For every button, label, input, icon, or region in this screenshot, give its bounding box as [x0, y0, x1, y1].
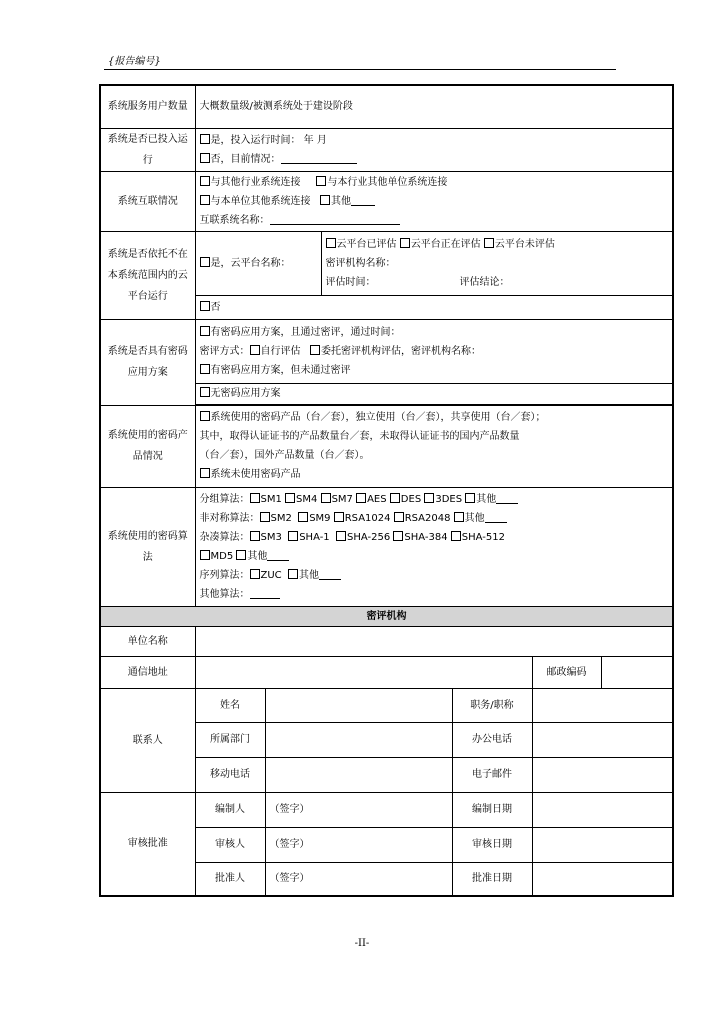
alg-sm1: SM1 — [260, 493, 282, 505]
cloud-conclusion-label: 评估结论： — [459, 276, 510, 288]
unit-name-label: 单位名称 — [100, 626, 195, 656]
checkbox-other-industry[interactable] — [200, 176, 210, 186]
unit-name-field[interactable] — [195, 626, 673, 656]
checkbox-rsa1024[interactable] — [334, 512, 344, 522]
approval-label: 审核批准 — [100, 792, 195, 896]
reviewer-label: 审核人 — [195, 827, 265, 862]
checkbox-sm2[interactable] — [260, 512, 270, 522]
alg-seq-other: 其他 — [299, 569, 320, 581]
block-other-field[interactable] — [496, 503, 518, 504]
alg-sha384: SHA-384 — [404, 531, 448, 543]
cloud-assessing-text: 云平台正在评估 — [410, 238, 481, 250]
in-operation-label: 系统是否已投入运行 — [100, 128, 195, 171]
seq-other-field[interactable] — [319, 579, 341, 580]
checkbox-cloud-assessing[interactable] — [400, 238, 410, 248]
author-date-label: 编制日期 — [452, 792, 532, 827]
checkbox-sm4[interactable] — [285, 493, 295, 503]
algorithms-label: 系统使用的密码算法 — [100, 487, 195, 606]
checkbox-sm3[interactable] — [250, 531, 260, 541]
report-number-header: {报告编号} — [108, 56, 161, 67]
no-products-text: 系统未使用密码产品 — [210, 469, 301, 480]
alg-md5: MD5 — [210, 550, 234, 562]
postcode-field[interactable] — [601, 656, 673, 688]
service-users-value: 大概数量级/被测系统处于建设阶段 — [195, 85, 673, 128]
checkbox-same-industry[interactable] — [316, 176, 326, 186]
checkbox-cloud-yes[interactable] — [200, 257, 210, 267]
alg-rsa1024: RSA1024 — [344, 512, 391, 524]
operation-status-field[interactable] — [281, 163, 357, 164]
alg-rsa2048: RSA2048 — [404, 512, 451, 524]
checkbox-block-other[interactable] — [465, 493, 475, 503]
alg-hash-other: 其他 — [247, 550, 268, 562]
crypto-products-label: 系统使用的密码产品情况 — [100, 405, 195, 487]
checkbox-md5[interactable] — [200, 550, 210, 560]
operation-no-text: 否，目前情况： — [210, 153, 281, 165]
algorithms-cell — [195, 487, 673, 606]
checkbox-sha512[interactable] — [451, 531, 461, 541]
contact-label: 联系人 — [100, 688, 195, 792]
checkbox-interconnect-other[interactable] — [320, 195, 330, 205]
checkbox-3des[interactable] — [424, 493, 434, 503]
checkbox-entrust-assess[interactable] — [310, 345, 320, 355]
email-label: 电子邮件 — [452, 757, 532, 792]
address-field[interactable] — [195, 656, 532, 688]
alg-asym-other: 其他 — [464, 512, 485, 524]
mobile-field[interactable] — [265, 757, 452, 792]
checkbox-seq-other[interactable] — [288, 569, 298, 579]
hash-label: 杂凑算法： — [199, 531, 250, 543]
address-label: 通信地址 — [100, 656, 195, 688]
asym-cipher-label: 非对称算法： — [199, 512, 260, 524]
entrust-assess-text: 委托密评机构评估，密评机构名称： — [321, 345, 482, 357]
cloud-yes-text: 是，云平台名称： — [210, 257, 291, 269]
checkbox-operation-yes[interactable] — [200, 134, 210, 144]
hash-other-field[interactable] — [267, 560, 289, 561]
review-date-label: 审核日期 — [452, 827, 532, 862]
interconnect-other-text: 其他 — [331, 195, 352, 207]
approve-date-label: 批准日期 — [452, 862, 532, 896]
interconnect-name-label: 互联系统名称： — [199, 214, 270, 226]
cloud-label: 系统是否依托不在本系统范围内的云平台运行 — [100, 231, 195, 319]
other-industry-text: 与其他行业系统连接 — [210, 176, 301, 188]
checkbox-asym-other[interactable] — [454, 512, 464, 522]
products-line2: 其中，取得认证证书的产品数量台／套，未取得认证证书的国内产品数量 — [199, 431, 520, 442]
alg-sm9: SM9 — [309, 512, 331, 524]
approver-sign[interactable]: （签字） — [265, 862, 452, 896]
page-number: -II- — [354, 938, 370, 949]
title-field[interactable] — [532, 688, 673, 722]
office-phone-field[interactable] — [532, 722, 673, 757]
alg-sha256: SHA-256 — [347, 531, 391, 543]
system-info-form — [99, 84, 674, 897]
checkbox-uses-products[interactable] — [200, 411, 210, 421]
operation-yes-text: 是，投入运行时间： 年 月 — [210, 134, 327, 146]
dept-label: 所属部门 — [195, 722, 265, 757]
office-phone-label: 办公电话 — [452, 722, 532, 757]
interconnect-label: 系统互联情况 — [100, 171, 195, 231]
checkbox-rsa2048[interactable] — [394, 512, 404, 522]
asym-other-field[interactable] — [485, 522, 507, 523]
checkbox-cloud-not-assessed[interactable] — [484, 238, 494, 248]
postcode-label: 邮政编码 — [532, 656, 601, 688]
cloud-org-label: 密评机构名称： — [325, 257, 396, 269]
same-industry-text: 与本行业其他单位系统连接 — [327, 176, 448, 188]
crypto-plan-label: 系统是否具有密码应用方案 — [100, 319, 195, 405]
cloud-no-text: 否 — [210, 301, 221, 313]
alg-aes: AES — [367, 493, 387, 505]
alg-zuc: ZUC — [260, 569, 282, 581]
checkbox-no-plan[interactable] — [200, 387, 210, 397]
other-alg-field[interactable] — [250, 598, 280, 599]
checkbox-no-products[interactable] — [200, 468, 210, 478]
review-date-field[interactable] — [532, 827, 673, 862]
checkbox-self-assess[interactable] — [250, 345, 260, 355]
checkbox-aes[interactable] — [356, 493, 366, 503]
alg-3des: 3DES — [435, 493, 463, 505]
checkbox-hash-other[interactable] — [236, 550, 246, 560]
author-date-field[interactable] — [532, 792, 673, 827]
plan-not-passed-text: 有密码应用方案，但未通过密评 — [210, 364, 351, 376]
block-cipher-label: 分组算法： — [199, 493, 250, 505]
alg-block-other: 其他 — [476, 493, 497, 505]
checkbox-des[interactable] — [390, 493, 400, 503]
products-line1: 系统使用的密码产品（台／套），独立使用（台／套），共享使用（台／套）； — [210, 412, 546, 423]
plan-passed-text: 有密码应用方案，且通过密评，通过时间： — [210, 326, 401, 338]
approve-date-field[interactable] — [532, 862, 673, 896]
service-users-label: 系统服务用户数量 — [100, 85, 195, 128]
name-label: 姓名 — [195, 688, 265, 722]
checkbox-cloud-assessed[interactable] — [326, 238, 336, 248]
assess-mode-label: 密评方式： — [199, 345, 250, 357]
author-label: 编制人 — [195, 792, 265, 827]
alg-sm7: SM7 — [331, 493, 353, 505]
alg-des: DES — [400, 493, 422, 505]
checkbox-sha1[interactable] — [288, 531, 298, 541]
dept-field[interactable] — [265, 722, 452, 757]
interconnect-name-field[interactable] — [270, 224, 400, 225]
header-divider — [104, 69, 616, 70]
checkbox-sm7[interactable] — [321, 493, 331, 503]
self-assess-text: 自行评估 — [260, 345, 301, 357]
checkbox-plan-passed[interactable] — [200, 326, 210, 336]
name-field[interactable] — [265, 688, 452, 722]
same-unit-text: 与本单位其他系统连接 — [210, 195, 311, 207]
no-plan-text: 无密码应用方案 — [210, 388, 281, 399]
products-line3: （台／套），国外产品数量（台／套）。 — [199, 450, 370, 461]
section-title-assessment-org: 密评机构 — [100, 606, 673, 626]
checkbox-sm1[interactable] — [250, 493, 260, 503]
checkbox-plan-not-passed[interactable] — [200, 364, 210, 374]
email-field[interactable] — [532, 757, 673, 792]
alg-sm4: SM4 — [296, 493, 318, 505]
alg-sm2: SM2 — [270, 512, 292, 524]
seq-label: 序列算法： — [199, 569, 250, 581]
title-label: 职务/职称 — [452, 688, 532, 722]
checkbox-zuc[interactable] — [250, 569, 260, 579]
alg-sm3: SM3 — [260, 531, 282, 543]
alg-sha512: SHA-512 — [461, 531, 505, 543]
mobile-label: 移动电话 — [195, 757, 265, 792]
checkbox-cloud-no[interactable] — [200, 301, 210, 311]
checkbox-operation-no[interactable] — [200, 153, 210, 163]
other-alg-label: 其他算法： — [199, 588, 250, 600]
author-sign[interactable]: （签字） — [265, 792, 452, 827]
cloud-not-assessed-text: 云平台未评估 — [494, 238, 555, 250]
reviewer-sign[interactable]: （签字） — [265, 827, 452, 862]
checkbox-sha256[interactable] — [336, 531, 346, 541]
checkbox-sm9[interactable] — [298, 512, 308, 522]
checkbox-sha384[interactable] — [393, 531, 403, 541]
approver-label: 批准人 — [195, 862, 265, 896]
cloud-time-label: 评估时间： — [325, 276, 376, 288]
checkbox-same-unit[interactable] — [200, 195, 210, 205]
interconnect-other-field[interactable] — [351, 205, 375, 206]
alg-sha1: SHA-1 — [299, 531, 330, 543]
cloud-assessed-text: 云平台已评估 — [336, 238, 397, 250]
